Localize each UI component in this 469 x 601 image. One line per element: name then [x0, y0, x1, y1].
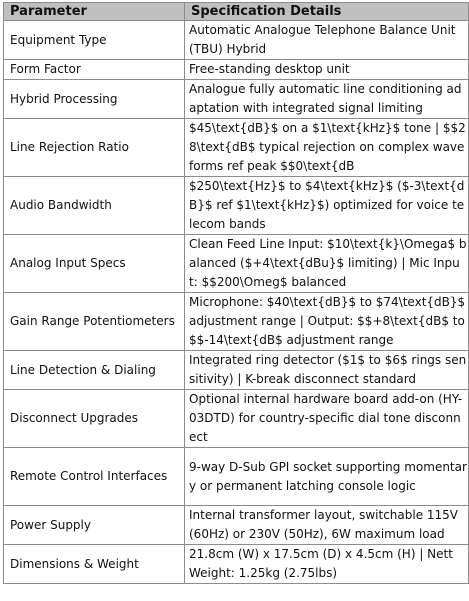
- header-row: [4, 3, 469, 21]
- param-cell: Equipment Type: [4, 21, 185, 60]
- param-cell: Line Rejection Ratio: [4, 119, 185, 177]
- table-row: [4, 293, 469, 351]
- param-cell: Disconnect Upgrades: [4, 390, 185, 448]
- param-cell: Form Factor: [4, 60, 185, 80]
- table-row: [4, 448, 469, 506]
- value-cell: 9-way D-Sub GPI socket supporting momentary or permanent latching console logic: [185, 448, 469, 506]
- value-cell: $250\text{Hz}$ to $4\text{kHz}$ ($-3\text{dB}$ ref $1\text{kHz}$) optimized for voice telecom bands: [185, 177, 469, 235]
- param-cell: Gain Range Potentiometers: [4, 293, 185, 351]
- table-row: [4, 351, 469, 390]
- param-cell: Power Supply: [4, 506, 185, 545]
- value-cell: Analogue fully automatic line conditioning adaptation with integrated signal limiting: [185, 80, 469, 119]
- table-row: [4, 390, 469, 448]
- param-cell: Hybrid Processing: [4, 80, 185, 119]
- value-cell: Microphone: $40\text{dB}$ to $74\text{dB}$ adjustment range | Output: $$+8\text{dB$ to $$-14\text{dB$ adjustment range: [185, 293, 469, 351]
- param-cell: Line Detection & Dialing: [4, 351, 185, 390]
- value-cell: Internal transformer layout, switchable 115V (60Hz) or 230V (50Hz), 6W maximum load: [185, 506, 469, 545]
- param-cell: Remote Control Interfaces: [4, 448, 185, 506]
- table-row: [4, 119, 469, 177]
- value-cell: Optional internal hardware board add-on (HY-03DTD) for country-specific dial tone disconnect: [185, 390, 469, 448]
- param-cell: Dimensions & Weight: [4, 545, 185, 584]
- table-row: [4, 235, 469, 293]
- value-cell: Integrated ring detector ($1$ to $6$ rings sensitivity) | K-break disconnect standard: [185, 351, 469, 390]
- table-row: [4, 177, 469, 235]
- param-cell: Analog Input Specs: [4, 235, 185, 293]
- table-row: [4, 506, 469, 545]
- value-cell: Automatic Analogue Telephone Balance Unit (TBU) Hybrid: [185, 21, 469, 60]
- header-parameter: Parameter: [4, 3, 185, 21]
- header-spec-details: Specification Details: [185, 3, 469, 21]
- table-row: [4, 80, 469, 119]
- table-row: [4, 60, 469, 80]
- value-cell: Free-standing desktop unit: [185, 60, 469, 80]
- value-cell: 21.8cm (W) x 17.5cm (D) x 4.5cm (H) | Nett Weight: 1.25kg (2.75lbs): [185, 545, 469, 584]
- value-cell: $45\text{dB}$ on a $1\text{kHz}$ tone | $$28\text{dB$ typical rejection on complex waveforms ref peak $$0\text{dB: [185, 119, 469, 177]
- table-row: [4, 21, 469, 60]
- table-row: [4, 545, 469, 584]
- spec-table: [3, 2, 469, 584]
- param-cell: Audio Bandwidth: [4, 177, 185, 235]
- value-cell: Clean Feed Line Input: $10\text{k}\Omega$ balanced ($+4\text{dBu}$ limiting) | Mic Input: $$200\Omeg$ balanced: [185, 235, 469, 293]
